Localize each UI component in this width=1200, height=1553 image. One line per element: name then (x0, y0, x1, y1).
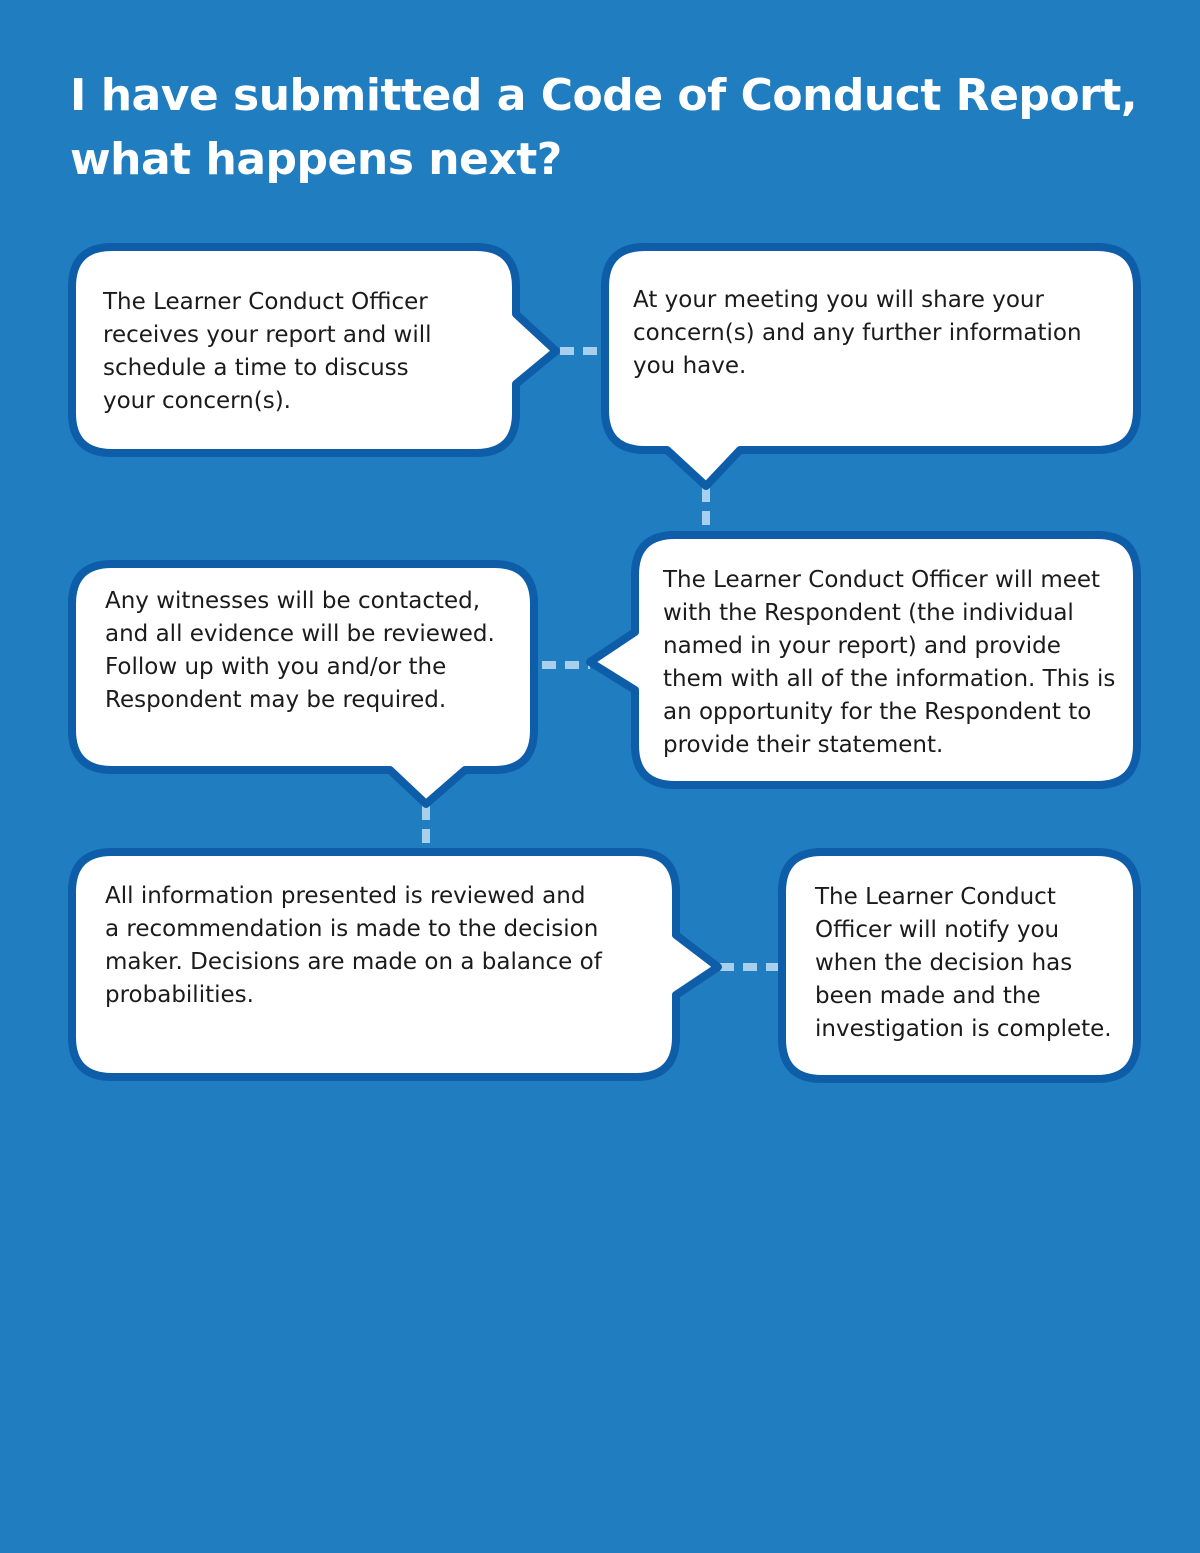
step-2-line: At your meeting you will share your (633, 287, 1044, 313)
step-6-line: Officer will notify you (815, 917, 1060, 943)
step-1-line: The Learner Conduct Officer (103, 289, 428, 315)
title-line-2: what happens next? (70, 134, 562, 185)
step-5-text (105, 880, 645, 1012)
step-5-line: All information presented is reviewed and (105, 883, 586, 909)
step-2-text (633, 284, 1113, 383)
step-3-text (663, 564, 1123, 762)
step-3-line: named in your report) and provide (663, 633, 1061, 659)
title-line-1: I have submitted a Code of Conduct Report, (70, 70, 1138, 121)
step-2-line: concern(s) and any further information (633, 320, 1082, 346)
step-4-text (105, 585, 525, 717)
step-3-line: provide their statement. (663, 732, 944, 758)
step-1-line: your concern(s). (103, 388, 291, 414)
step-1-line: schedule a time to discuss (103, 355, 409, 381)
step-6-text (815, 881, 1125, 1046)
page-title (70, 64, 1150, 192)
step-1-text (103, 286, 503, 418)
step-6-line: The Learner Conduct (815, 884, 1056, 910)
step-5-line: a recommendation is made to the decision (105, 916, 599, 942)
step-3-line: them with all of the information. This is (663, 666, 1116, 692)
step-6-line: when the decision has (815, 950, 1073, 976)
step-4-line: and all evidence will be reviewed. (105, 621, 495, 647)
step-3-line: with the Respondent (the individual (663, 600, 1074, 626)
step-4-line: Any witnesses will be contacted, (105, 588, 481, 614)
step-3-line: The Learner Conduct Officer will meet (663, 567, 1101, 593)
step-4-line: Follow up with you and/or the (105, 654, 447, 680)
step-5-line: probabilities. (105, 982, 254, 1008)
step-6-line: been made and the (815, 983, 1041, 1009)
step-6-line: investigation is complete. (815, 1016, 1112, 1042)
step-3-line: an opportunity for the Respondent to (663, 699, 1092, 725)
step-1-line: receives your report and will (103, 322, 432, 348)
step-4-line: Respondent may be required. (105, 687, 447, 713)
step-2-line: you have. (633, 353, 747, 379)
step-5-line: maker. Decisions are made on a balance of (105, 949, 602, 975)
